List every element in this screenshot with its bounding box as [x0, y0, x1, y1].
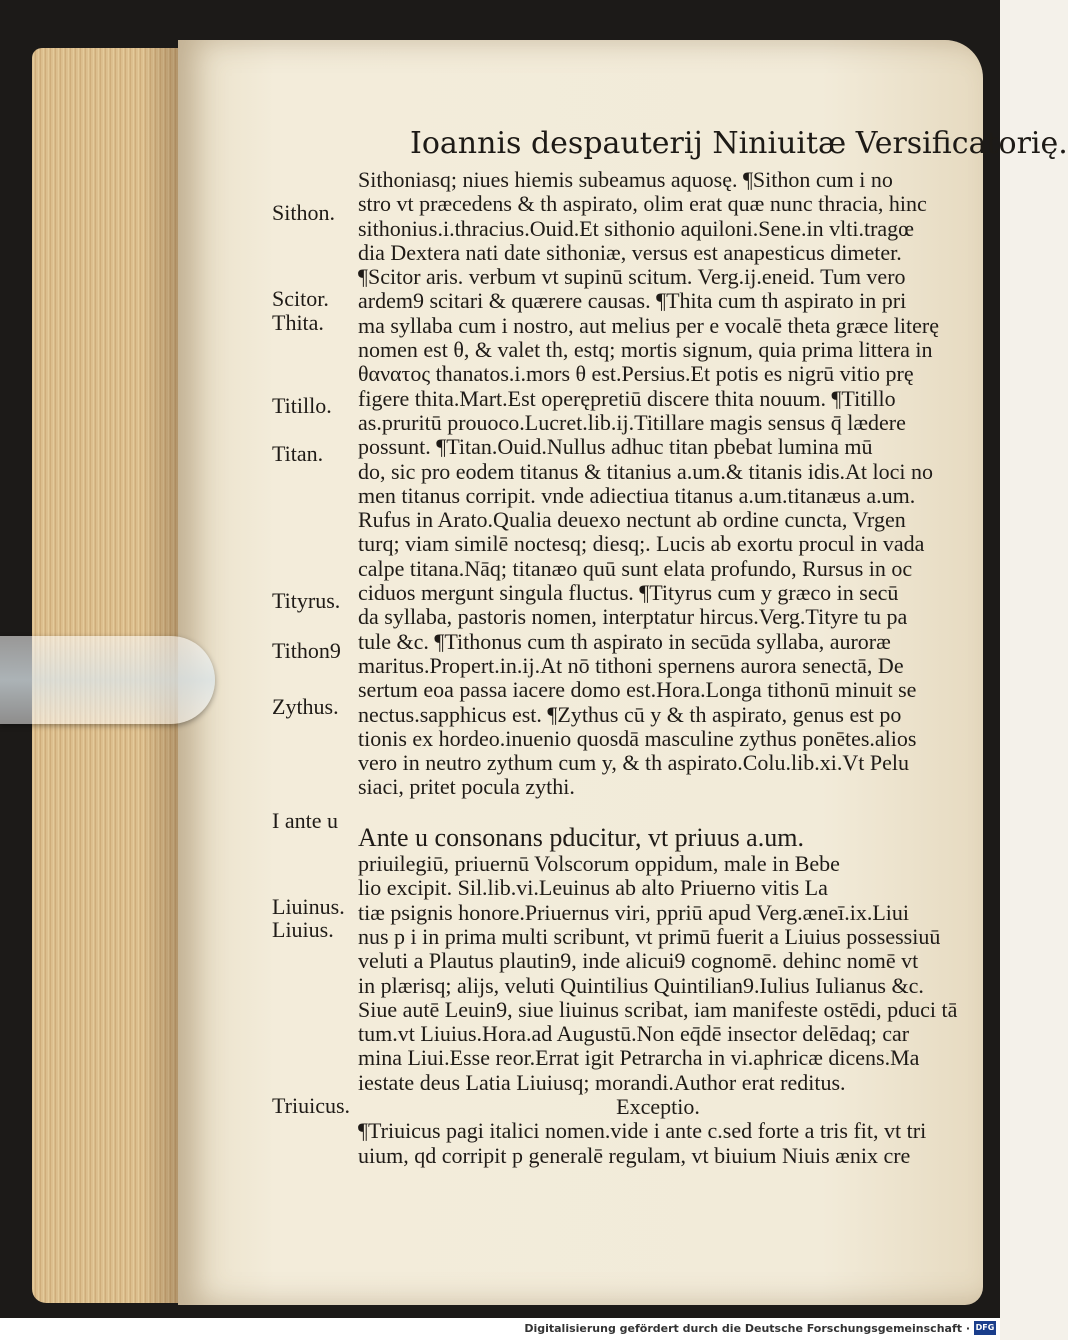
text-line: stro vt præcedens & th aspirato, olim erat quæ nunc thracia, hinc — [358, 191, 927, 217]
text-line: ardem9 scitari & quærere causas. ¶Thita cum th aspirato in pri — [358, 288, 907, 314]
text-line: possunt. ¶Titan.Ouid.Nullus adhuc titan pbebat lumina mū — [358, 434, 873, 460]
text-line: nomen est θ, & valet th, estq; mortis signum, quia prima littera in — [358, 337, 933, 363]
text-line: θανατος thanatos.i.mors θ est.Persius.Et potis es nigrū vitio prę — [358, 361, 914, 387]
glass-page-holder — [0, 636, 215, 724]
margin-note: Titan. — [272, 441, 324, 466]
text-line: ciduos mergunt singula fluctus. ¶Tityrus cum y græco in secū — [358, 580, 899, 606]
text-line: sertum eoa passa iacere domo est.Hora.Longa tithonū minuit se — [358, 677, 917, 703]
text-line: tum.vt Liuius.Hora.ad Augustū.Non eq̄dē insector delēdaq; car — [358, 1021, 910, 1047]
text-line: turq; viam similē noctesq; diesq;. Lucis ab exortu procul in vada — [358, 531, 925, 557]
margin-note: Titillo. — [272, 393, 332, 418]
text-line: Rufus in Arato.Qualia deuexo nectunt ab ordine cuncta, Vrgen — [358, 507, 906, 533]
text-line: Exceptio. — [616, 1093, 700, 1119]
text-line: do, sic pro eodem titanus & titanius a.um.& titanis idis.At loci no — [358, 458, 933, 484]
margin-note: I ante u — [272, 808, 338, 833]
text-line: tiæ psignis honore.Priuernus viri, ppriū apud Verg.æneī.ix.Liui — [358, 899, 909, 925]
text-line: iestate deus Latia Liuiusq; morandi.Author erat reditus. — [358, 1069, 846, 1095]
dfg-logo: DFG — [974, 1321, 996, 1335]
text-line: figere thita.Mart.Est operępretiū discere thita nouum. ¶Titillo — [358, 385, 896, 411]
text-line: nus p i in prima multi scribunt, vt primū fuerit a Liuius possessiuū — [358, 923, 941, 949]
text-line: priuilegiū, priuernū Volscorum oppidum, male in Bebe — [358, 851, 840, 877]
text-line: veluti a Plautus plautin9, inde alicui9 cognomē. dehinc nomē vt — [358, 948, 919, 974]
text-line: calpe titana.Nāq; titanæo quū sunt elata profundo, Rursus in oc — [358, 555, 913, 581]
margin-note: Sithon. — [272, 200, 335, 225]
text-line: vero in neutro zythum cum y, & th aspirato.Colu.lib.xi.Vt Pelu — [358, 750, 909, 776]
footer-credit: Digitalisierung gefördert durch die Deutsche Forschungsgemeinschaft · — [524, 1322, 970, 1335]
text-line: sithonius.i.thracius.Ouid.Et sithonio aquiloni.Sene.in vlti.tragœ — [358, 215, 915, 241]
text-line: siaci, pritet pocula zythi. — [358, 774, 575, 800]
text-line: lio excipit. Sil.lib.vi.Leuinus ab alto Priuerno vitis La — [358, 875, 828, 901]
text-line: ¶Triuicus pagi italici nomen.vide i ante c.sed forte a tris fit, vt tri — [358, 1118, 927, 1144]
text-line: dia Dextera nati date sithoniæ, versus est anapesticus dimeter. — [358, 239, 902, 265]
body-text — [358, 168, 958, 1168]
margin-note: Triuicus. — [272, 1093, 351, 1118]
text-line: uium, qd corripit p generalē regulam, vt biuium Niuis ænix cre — [358, 1142, 911, 1168]
text-line: da syllaba, pastoris nomen, interptatur hircus.Verg.Tityre tu pa — [358, 604, 908, 630]
margin-note: Liuinus. — [272, 894, 345, 919]
text-line: Ante u consonans pducitur, vt priuus a.um. — [358, 823, 804, 853]
margin-note: Liuius. — [272, 917, 334, 942]
text-line: ma syllaba cum i nostro, aut melius per e vocalē theta græce literę — [358, 312, 939, 338]
text-line: maritus.Propert.in.ij.At nō tithoni spernens aurora senectā, De — [358, 652, 904, 678]
running-title: Ioannis despauterij Niniuitæ Versificatorię. — [410, 126, 1068, 161]
text-line: Sithoniasq; niues hiemis subeamus aquosę. ¶Sithon cum i no — [358, 167, 893, 192]
text-line: as.pruritū prouoco.Lucret.lib.ij.Titillare magis sensus q̄ lædere — [358, 409, 906, 435]
text-line: nectus.sapphicus est. ¶Zythus cū y & th aspirato, genus est po — [358, 701, 902, 727]
margin-note: Scitor. — [272, 286, 329, 311]
margin-note: Tityrus. — [272, 588, 341, 613]
text-line — [358, 800, 958, 824]
margin-note: Tithon9 — [272, 638, 341, 663]
text-line: ¶Scitor aris. verbum vt supinū scitum. Verg.ij.eneid. Tum vero — [358, 264, 906, 290]
text-line: in plærisq; alijs, veluti Quintilius Quintilian9.Iulius Iulianus &c. — [358, 972, 924, 998]
text-line: tionis ex hordeo.inuenio quosdā masculine zythus ponētes.alios — [358, 725, 917, 751]
text-line: men titanus corripit. vnde adiectiua titanus a.um.titanæus a.um. — [358, 482, 916, 508]
text-line: tule &c. ¶Tithonus cum th aspirato in secūda syllaba, auroræ — [358, 628, 891, 654]
margin-note: Thita. — [272, 310, 324, 335]
margin-note: Zythus. — [272, 694, 339, 719]
text-line: Siue autē Leuin9, siue liuinus scribat, iam manifeste ostēdi, pduci tā — [358, 996, 958, 1022]
text-line: mina Liui.Esse reor.Errat igit Petrarcha in vi.aphricæ dicens.Ma — [358, 1045, 920, 1071]
